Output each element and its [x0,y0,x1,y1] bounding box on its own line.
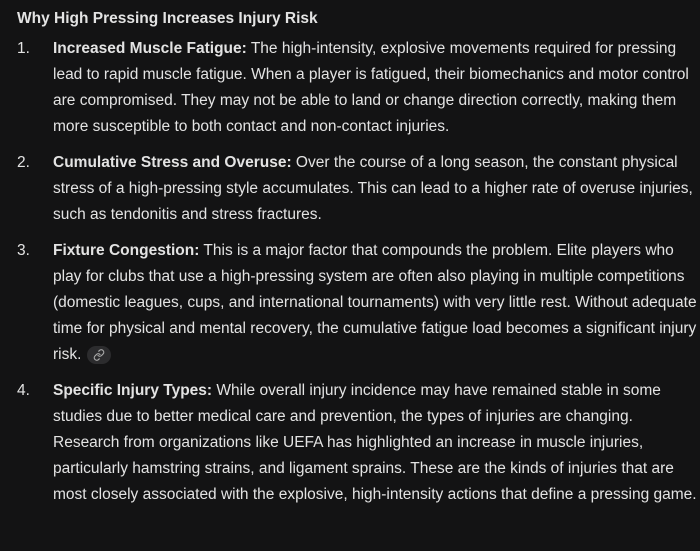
list-item-text: This is a major factor that compounds the problem. Elite players who play for clubs that use a high-pressing system are often also playing in multiple competitions (domestic leagues, cups, and international tournaments) with very little rest. Without adequate time for physical and mental recovery, the cumulative fatigue load becomes a significant injury risk. [53,242,697,363]
list-item-body [53,150,697,228]
list-item [17,36,697,140]
list-item [17,238,697,368]
list-item-text: While overall injury incidence may have remained stable in some studies due to better medical care and prevention, the types of injuries are changing. Research from organizations like UEFA has highlighted an increase in muscle injuries, particularly hamstring strains, and ligament sprains. These are the kinds of injuries that are most closely associated with the explosive, high-intensity actions that define a pressing game. [53,382,697,503]
response-content [17,6,697,518]
list-item-body [53,238,697,368]
list-item-text: The high-intensity, explosive movements required for pressing lead to rapid muscle fatigue. When a player is fatigued, their biomechanics and motor control are compromised. They may not be able to land or change direction correctly, making them more susceptible to both contact and non-contact injuries. [53,40,689,135]
list-item-number: 3. [17,242,30,259]
source-link-button[interactable] [87,346,111,364]
list-item-body [53,36,697,140]
list-item-body [53,378,697,508]
list-item [17,150,697,228]
list-item-number: 4. [17,382,30,399]
list-item [17,378,697,508]
list-item-text: Over the course of a long season, the constant physical stress of a high-pressing style accumulates. This can lead to a higher rate of overuse injuries, such as tendonitis and stress fractures. [53,154,693,223]
list-item-title: Specific Injury Types: [53,382,213,399]
list-item-title: Fixture Congestion: [53,242,200,259]
section-heading: Why High Pressing Increases Injury Risk [17,10,318,27]
list-item-number: 2. [17,154,30,171]
list-item-title: Cumulative Stress and Overuse: [53,154,292,171]
list-item-title: Increased Muscle Fatigue: [53,40,247,57]
link-icon [93,349,105,361]
list-item-number: 1. [17,40,30,57]
numbered-list [17,36,697,508]
